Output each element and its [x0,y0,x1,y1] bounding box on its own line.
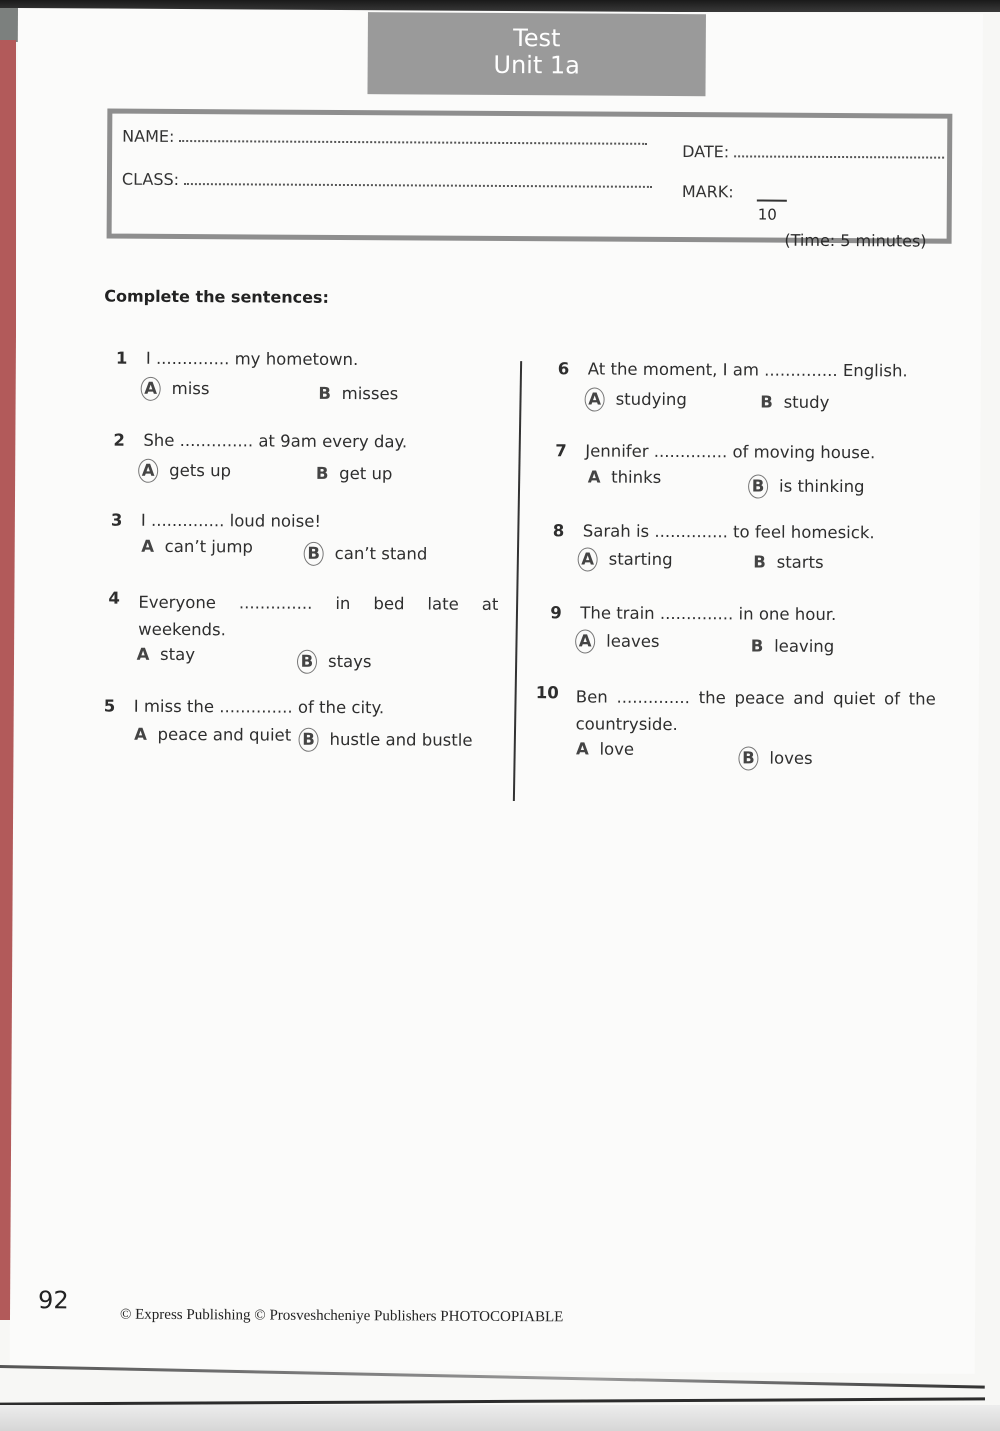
option-label: study [783,392,830,412]
option-label: misses [341,383,399,404]
option-letter-circled: B [738,746,758,770]
question-2 [113,430,513,484]
student-info-box [107,109,953,251]
question-text: The train .............. in one hour. [580,603,837,625]
copyright-notice: © Express Publishing © Prosveshcheniye Publishers PHOTOCOPIABLE [119,1306,564,1326]
question-1 [115,348,516,404]
option-a[interactable] [134,645,195,664]
date-blank[interactable] [734,141,944,158]
class-field[interactable] [122,169,652,192]
question-text: Ben .............. the peace and quiet of the countryside. [575,687,936,735]
date-field[interactable] [682,141,944,163]
question-number: 10 [535,683,559,703]
option-label: stay [159,644,196,665]
option-letter-circled: A [575,629,595,653]
name-blank[interactable] [179,126,647,145]
option-letter: B [318,383,331,403]
option-letter-circled: A [141,377,161,401]
question-number: 1 [115,348,128,368]
option-label: peace and quiet [157,724,292,745]
option-label: can’t stand [334,543,428,564]
question-number: 3 [110,510,123,530]
scan-edge-bottom [0,1405,1000,1431]
option-label: starts [776,552,824,572]
question-number: 2 [113,430,125,450]
column-divider [513,361,522,801]
page-number: 92 [38,1286,69,1315]
mark-field [682,182,734,201]
option-label: starting [608,549,673,570]
question-text: I .............. loud noise! [140,510,322,531]
question-6 [557,359,958,412]
option-a[interactable] [581,547,673,572]
question-number: 6 [557,359,570,379]
option-a[interactable] [132,725,292,745]
question-4 [108,588,508,672]
option-letter: B [753,552,766,572]
question-10 [535,683,956,768]
option-label: can’t jump [164,536,253,557]
option-letter-circled: A [138,459,158,483]
option-letter: A [134,724,148,744]
worksheet-page [10,8,983,1374]
test-title-banner [367,12,705,96]
name-label: NAME: [122,126,175,146]
question-text: Everyone .............. in bed late at weekends. [138,592,499,640]
option-b[interactable] [758,393,830,412]
option-a[interactable] [578,629,660,653]
option-a[interactable] [588,387,687,412]
class-label: CLASS: [121,169,180,189]
option-b[interactable] [301,728,472,753]
date-label: DATE: [682,142,730,162]
option-label: stays [327,651,372,672]
question-number: 7 [555,441,567,461]
option-a[interactable] [139,537,253,557]
option-letter-circled: B [298,728,318,752]
option-a[interactable] [141,459,231,484]
option-b[interactable] [748,636,834,656]
question-text: Jennifer .............. of moving house. [585,441,876,463]
book-binding-grey [0,8,18,42]
option-letter: B [750,636,764,656]
option-letter-circled: A [585,387,605,411]
option-letter: A [587,467,601,487]
option-letter: B [760,392,773,412]
question-number: 9 [550,603,562,623]
class-blank[interactable] [184,169,652,188]
option-b[interactable] [751,474,865,499]
question-text: She .............. at 9am every day. [143,430,408,452]
question-number: 8 [552,521,565,541]
option-letter-circled: B [297,650,317,674]
option-label: thinks [611,467,662,487]
mark-label: MARK: [681,182,734,202]
option-letter: B [315,463,329,483]
option-label: gets up [169,460,232,481]
question-number: 4 [108,588,120,608]
option-letter-circled: A [578,547,598,571]
question-3 [110,510,511,564]
option-b[interactable] [751,552,824,571]
option-label: hustle and bustle [329,729,473,750]
mark-fraction-line[interactable] [757,200,787,202]
option-letter: A [576,739,589,759]
option-b[interactable] [316,384,399,404]
option-b[interactable] [313,464,392,483]
option-label: studying [615,389,687,410]
question-9 [550,603,950,656]
option-label: is thinking [779,476,865,497]
option-label: loves [769,748,813,768]
option-label: love [599,739,635,759]
option-letter-circled: B [748,474,768,498]
question-text: At the moment, I am .............. English. [587,359,908,381]
question-text: Sarah is .............. to feel homesick. [582,521,875,543]
option-a[interactable] [573,739,634,758]
question-number: 5 [103,696,116,716]
option-letter: A [141,536,155,556]
option-b[interactable] [741,746,812,770]
option-label: miss [171,378,210,399]
question-text: I .............. my hometown. [145,348,359,370]
option-letter: A [136,644,150,664]
title-line-unit: Unit 1a [493,50,580,80]
question-7 [555,441,955,497]
option-a[interactable] [144,377,210,401]
instruction-heading: Complete the sentences: [104,286,329,307]
question-5 [103,696,514,750]
time-limit-note: (Time: 5 minutes) [784,230,927,251]
option-label: get up [339,463,393,484]
question-8 [552,521,953,572]
option-b[interactable] [300,650,372,674]
option-a[interactable] [585,467,661,486]
option-label: leaves [606,631,660,651]
name-field[interactable] [122,126,647,149]
option-label: leaving [774,636,835,656]
option-b[interactable] [307,542,428,567]
mark-denominator: 10 [757,205,777,224]
title-line-test: Test [513,24,561,53]
question-text: I miss the .............. of the city. [133,696,385,718]
option-letter-circled: B [304,542,324,566]
